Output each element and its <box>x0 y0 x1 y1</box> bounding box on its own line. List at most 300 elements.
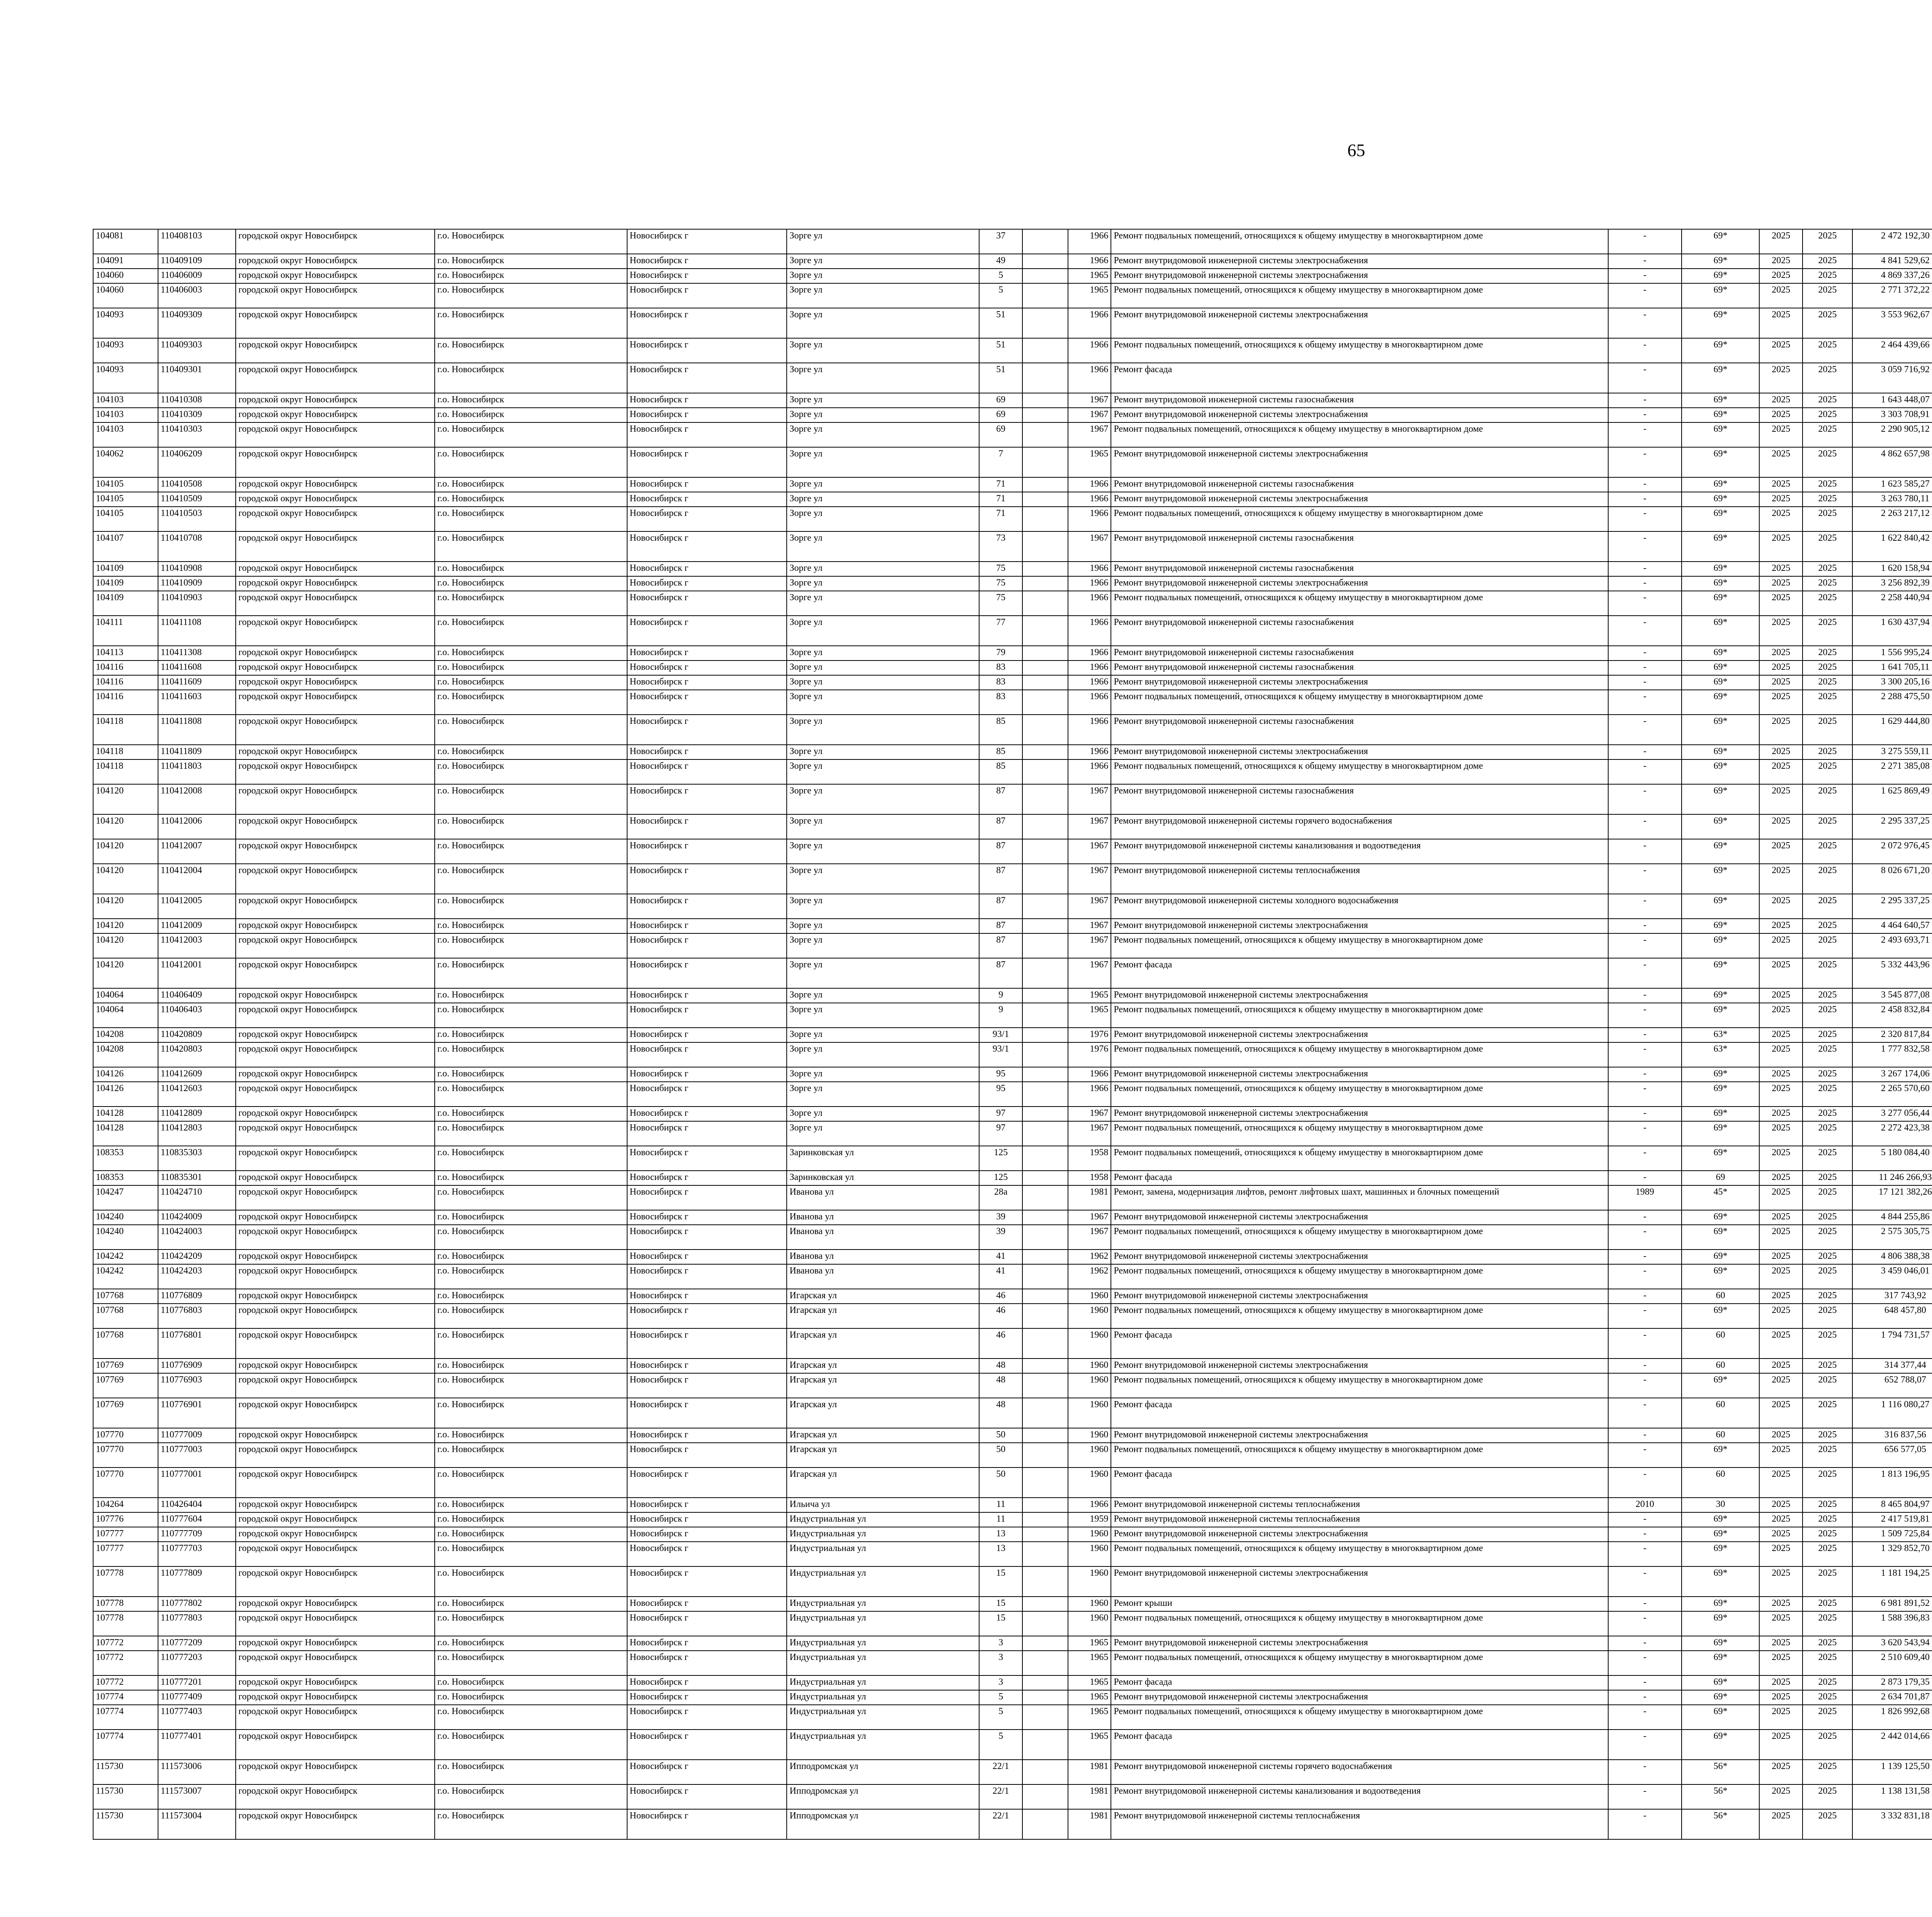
cell-plan-year-end: 2025 <box>1803 531 1852 562</box>
cell-work-code: 110412809 <box>158 1107 236 1121</box>
cell-last-repair-year: - <box>1608 1289 1682 1304</box>
cell-wear-percent: 30 <box>1682 1498 1759 1512</box>
cell-build-year: 1967 <box>1068 958 1111 988</box>
cell-city: Новосибирск г <box>627 1675 787 1690</box>
cell-build-year: 1965 <box>1068 1730 1111 1760</box>
cell-plan-year-start: 2025 <box>1759 958 1803 988</box>
cell-plan-year-end: 2025 <box>1803 784 1852 814</box>
cell-house-id: 104128 <box>93 1121 158 1146</box>
table-row <box>93 1512 1932 1527</box>
cell-municipal-district: городской округ Новосибирск <box>236 1359 435 1373</box>
cell-city: Новосибирск г <box>627 283 787 308</box>
cell-cost-total: 2 263 217,12 <box>1852 507 1932 531</box>
cell-plan-year-end: 2025 <box>1803 1225 1852 1250</box>
cell-cost-total: 6 981 891,52 <box>1852 1597 1932 1611</box>
cell-street: Зорге ул <box>787 1082 979 1107</box>
cell-city: Новосибирск г <box>627 958 787 988</box>
cell-last-repair-year: - <box>1608 1121 1682 1146</box>
cell-house-number: 93/1 <box>979 1028 1022 1042</box>
table-row <box>93 1651 1932 1675</box>
table-row <box>93 1760 1932 1784</box>
cell-work-code: 110411608 <box>158 661 236 675</box>
cell-build-year: 1960 <box>1068 1443 1111 1468</box>
cell-house-number: 48 <box>979 1359 1022 1373</box>
cell-cost-total: 3 332 831,18 <box>1852 1809 1932 1839</box>
cell-house-number: 13 <box>979 1527 1022 1542</box>
cell-house-id: 107776 <box>93 1512 158 1527</box>
cell-wear-percent: 69* <box>1682 1067 1759 1082</box>
table-row <box>93 1705 1932 1730</box>
cell-house-number: 125 <box>979 1171 1022 1185</box>
cell-plan-year-end: 2025 <box>1803 1264 1852 1289</box>
table-row <box>93 1359 1932 1373</box>
cell-street: Индустриальная ул <box>787 1611 979 1636</box>
cell-work-type: Ремонт подвальных помещений, относящихся к общему имуществу в многоквартирном доме <box>1111 1705 1608 1730</box>
cell-house-number: 83 <box>979 661 1022 675</box>
cell-build-year: 1966 <box>1068 338 1111 363</box>
cell-house-number: 50 <box>979 1428 1022 1443</box>
cell-municipal-district: городской округ Новосибирск <box>236 408 435 422</box>
cell-blank <box>1022 1690 1068 1705</box>
cell-street: Зорге ул <box>787 1042 979 1067</box>
cell-city: Новосибирск г <box>627 1527 787 1542</box>
cell-wear-percent: 69* <box>1682 1225 1759 1250</box>
cell-wear-percent: 60 <box>1682 1398 1759 1428</box>
cell-wear-percent: 69* <box>1682 1304 1759 1328</box>
cell-work-code: 110835303 <box>158 1146 236 1171</box>
cell-blank <box>1022 933 1068 958</box>
cell-street: Зорге ул <box>787 562 979 576</box>
cell-build-year: 1965 <box>1068 1003 1111 1028</box>
cell-build-year: 1966 <box>1068 1498 1111 1512</box>
cell-house-id: 104264 <box>93 1498 158 1512</box>
table-row <box>93 864 1932 894</box>
cell-house-id: 104116 <box>93 690 158 715</box>
cell-plan-year-start: 2025 <box>1759 690 1803 715</box>
cell-urban-district: г.о. Новосибирск <box>435 1028 627 1042</box>
cell-house-id: 104109 <box>93 562 158 576</box>
cell-cost-total: 314 377,44 <box>1852 1359 1932 1373</box>
cell-house-number: 87 <box>979 958 1022 988</box>
cell-cost-total: 1 813 196,95 <box>1852 1468 1932 1498</box>
cell-build-year: 1966 <box>1068 675 1111 690</box>
cell-urban-district: г.о. Новосибирск <box>435 1498 627 1512</box>
cell-city: Новосибирск г <box>627 1210 787 1225</box>
cell-work-type: Ремонт подвальных помещений, относящихся к общему имуществу в многоквартирном доме <box>1111 507 1608 531</box>
cell-house-number: 69 <box>979 393 1022 408</box>
cell-plan-year-start: 2025 <box>1759 576 1803 591</box>
cell-municipal-district: городской округ Новосибирск <box>236 1304 435 1328</box>
cell-house-number: 87 <box>979 933 1022 958</box>
cell-wear-percent: 69* <box>1682 1527 1759 1542</box>
cell-work-code: 110777201 <box>158 1675 236 1690</box>
cell-plan-year-start: 2025 <box>1759 1675 1803 1690</box>
cell-plan-year-start: 2025 <box>1759 839 1803 864</box>
table-row <box>93 675 1932 690</box>
cell-house-number: 85 <box>979 715 1022 745</box>
cell-house-id: 104116 <box>93 661 158 675</box>
cell-work-code: 110777001 <box>158 1468 236 1498</box>
cell-cost-total: 1 623 585,27 <box>1852 477 1932 492</box>
cell-plan-year-start: 2025 <box>1759 1512 1803 1527</box>
cell-cost-total: 1 641 705,11 <box>1852 661 1932 675</box>
cell-city: Новосибирск г <box>627 814 787 839</box>
table-row <box>93 269 1932 283</box>
page-number: 65 <box>1347 140 1365 160</box>
cell-urban-district: г.о. Новосибирск <box>435 591 627 616</box>
cell-city: Новосибирск г <box>627 1067 787 1082</box>
cell-wear-percent: 69* <box>1682 422 1759 447</box>
cell-plan-year-end: 2025 <box>1803 1428 1852 1443</box>
cell-municipal-district: городской округ Новосибирск <box>236 1289 435 1304</box>
cell-blank <box>1022 675 1068 690</box>
cell-last-repair-year: - <box>1608 933 1682 958</box>
cell-work-code: 110412007 <box>158 839 236 864</box>
cell-blank <box>1022 1705 1068 1730</box>
cell-cost-total: 3 275 559,11 <box>1852 745 1932 759</box>
cell-blank <box>1022 1304 1068 1328</box>
cell-work-type: Ремонт подвальных помещений, относящихся к общему имуществу в многоквартирном доме <box>1111 1146 1608 1171</box>
cell-work-type: Ремонт внутридомовой инженерной системы электроснабжения <box>1111 408 1608 422</box>
cell-house-number: 87 <box>979 864 1022 894</box>
cell-street: Зорге ул <box>787 1003 979 1028</box>
cell-wear-percent: 69* <box>1682 1597 1759 1611</box>
cell-house-id: 104103 <box>93 393 158 408</box>
cell-blank <box>1022 1443 1068 1468</box>
cell-city: Новосибирск г <box>627 1542 787 1566</box>
cell-house-number: 97 <box>979 1121 1022 1146</box>
cell-street: Индустриальная ул <box>787 1651 979 1675</box>
cell-urban-district: г.о. Новосибирск <box>435 1809 627 1839</box>
cell-urban-district: г.о. Новосибирск <box>435 919 627 933</box>
cell-street: Зорге ул <box>787 1107 979 1121</box>
cell-house-number: 46 <box>979 1304 1022 1328</box>
cell-house-id: 104126 <box>93 1067 158 1082</box>
cell-plan-year-start: 2025 <box>1759 363 1803 393</box>
cell-plan-year-end: 2025 <box>1803 919 1852 933</box>
cell-street: Индустриальная ул <box>787 1636 979 1651</box>
cell-urban-district: г.о. Новосибирск <box>435 1250 627 1264</box>
cell-blank <box>1022 1146 1068 1171</box>
cell-work-type: Ремонт подвальных помещений, относящихся к общему имуществу в многоквартирном доме <box>1111 338 1608 363</box>
cell-last-repair-year: - <box>1608 1171 1682 1185</box>
cell-plan-year-start: 2025 <box>1759 919 1803 933</box>
cell-street: Зорге ул <box>787 675 979 690</box>
cell-house-id: 104105 <box>93 477 158 492</box>
cell-plan-year-start: 2025 <box>1759 933 1803 958</box>
cell-house-number: 22/1 <box>979 1760 1022 1784</box>
cell-house-id: 104060 <box>93 283 158 308</box>
cell-work-type: Ремонт подвальных помещений, относящихся к общему имуществу в многоквартирном доме <box>1111 422 1608 447</box>
cell-work-code: 110777809 <box>158 1566 236 1597</box>
cell-work-code: 110412008 <box>158 784 236 814</box>
cell-build-year: 1960 <box>1068 1304 1111 1328</box>
cell-wear-percent: 69* <box>1682 988 1759 1003</box>
cell-work-type: Ремонт подвальных помещений, относящихся к общему имуществу в многоквартирном доме <box>1111 591 1608 616</box>
cell-house-number: 7 <box>979 447 1022 477</box>
cell-last-repair-year: - <box>1608 1730 1682 1760</box>
cell-build-year: 1960 <box>1068 1468 1111 1498</box>
cell-city: Новосибирск г <box>627 422 787 447</box>
cell-municipal-district: городской округ Новосибирск <box>236 1121 435 1146</box>
cell-street: Индустриальная ул <box>787 1690 979 1705</box>
cell-plan-year-start: 2025 <box>1759 1373 1803 1398</box>
cell-work-code: 110776809 <box>158 1289 236 1304</box>
cell-municipal-district: городской округ Новосибирск <box>236 1611 435 1636</box>
cell-cost-total: 2 771 372,22 <box>1852 283 1932 308</box>
cell-municipal-district: городской округ Новосибирск <box>236 447 435 477</box>
cell-work-type: Ремонт фасада <box>1111 363 1608 393</box>
cell-urban-district: г.о. Новосибирск <box>435 1636 627 1651</box>
cell-urban-district: г.о. Новосибирск <box>435 1730 627 1760</box>
cell-work-code: 110411108 <box>158 616 236 646</box>
cell-house-id: 104128 <box>93 1107 158 1121</box>
cell-house-id: 107774 <box>93 1730 158 1760</box>
table-row <box>93 1210 1932 1225</box>
cell-urban-district: г.о. Новосибирск <box>435 745 627 759</box>
cell-cost-total: 1 181 194,25 <box>1852 1566 1932 1597</box>
cell-plan-year-start: 2025 <box>1759 1527 1803 1542</box>
cell-blank <box>1022 507 1068 531</box>
cell-build-year: 1966 <box>1068 715 1111 745</box>
cell-work-type: Ремонт крыши <box>1111 1597 1608 1611</box>
cell-plan-year-end: 2025 <box>1803 1651 1852 1675</box>
cell-last-repair-year: - <box>1608 1675 1682 1690</box>
cell-cost-total: 2 873 179,35 <box>1852 1675 1932 1690</box>
cell-wear-percent: 69* <box>1682 1690 1759 1705</box>
cell-municipal-district: городской округ Новосибирск <box>236 1107 435 1121</box>
cell-plan-year-end: 2025 <box>1803 308 1852 338</box>
cell-wear-percent: 69* <box>1682 919 1759 933</box>
cell-city: Новосибирск г <box>627 1171 787 1185</box>
table-row <box>93 1566 1932 1597</box>
cell-urban-district: г.о. Новосибирск <box>435 1443 627 1468</box>
cell-wear-percent: 69* <box>1682 759 1759 784</box>
cell-work-code: 110409109 <box>158 254 236 269</box>
cell-house-number: 79 <box>979 646 1022 661</box>
cell-cost-total: 17 121 382,26 <box>1852 1185 1932 1210</box>
cell-plan-year-end: 2025 <box>1803 1042 1852 1067</box>
cell-city: Новосибирск г <box>627 1082 787 1107</box>
cell-cost-total: 1 643 448,07 <box>1852 393 1932 408</box>
table-row <box>93 1067 1932 1082</box>
cell-house-id: 104107 <box>93 531 158 562</box>
cell-cost-total: 2 272 423,38 <box>1852 1121 1932 1146</box>
cell-plan-year-start: 2025 <box>1759 1428 1803 1443</box>
cell-city: Новосибирск г <box>627 1146 787 1171</box>
cell-plan-year-end: 2025 <box>1803 1146 1852 1171</box>
cell-plan-year-start: 2025 <box>1759 1225 1803 1250</box>
cell-street: Зорге ул <box>787 988 979 1003</box>
cell-blank <box>1022 1373 1068 1398</box>
cell-last-repair-year: 1989 <box>1608 1185 1682 1210</box>
cell-urban-district: г.о. Новосибирск <box>435 408 627 422</box>
cell-work-type: Ремонт внутридомовой инженерной системы электроснабжения <box>1111 576 1608 591</box>
cell-cost-total: 3 553 962,67 <box>1852 308 1932 338</box>
cell-plan-year-end: 2025 <box>1803 1498 1852 1512</box>
cell-plan-year-start: 2025 <box>1759 715 1803 745</box>
cell-plan-year-start: 2025 <box>1759 1250 1803 1264</box>
table-row <box>93 1107 1932 1121</box>
cell-municipal-district: городской округ Новосибирск <box>236 477 435 492</box>
cell-build-year: 1966 <box>1068 477 1111 492</box>
cell-last-repair-year: - <box>1608 1428 1682 1443</box>
cell-municipal-district: городской округ Новосибирск <box>236 338 435 363</box>
cell-work-code: 110777802 <box>158 1597 236 1611</box>
cell-plan-year-start: 2025 <box>1759 492 1803 507</box>
cell-house-number: 125 <box>979 1146 1022 1171</box>
cell-blank <box>1022 477 1068 492</box>
cell-house-id: 104111 <box>93 616 158 646</box>
cell-plan-year-start: 2025 <box>1759 1690 1803 1705</box>
cell-build-year: 1967 <box>1068 1107 1111 1121</box>
cell-work-type: Ремонт внутридомовой инженерной системы газоснабжения <box>1111 393 1608 408</box>
cell-work-code: 110412005 <box>158 894 236 919</box>
cell-work-code: 110406003 <box>158 283 236 308</box>
cell-work-code: 110410509 <box>158 492 236 507</box>
cell-plan-year-end: 2025 <box>1803 1527 1852 1542</box>
cell-work-type: Ремонт внутридомовой инженерной системы электроснабжения <box>1111 254 1608 269</box>
cell-plan-year-end: 2025 <box>1803 229 1852 254</box>
cell-cost-total: 1 329 852,70 <box>1852 1542 1932 1566</box>
cell-work-type: Ремонт внутридомовой инженерной системы электроснабжения <box>1111 1636 1608 1651</box>
cell-house-id: 107772 <box>93 1651 158 1675</box>
table-row <box>93 1498 1932 1512</box>
cell-municipal-district: городской округ Новосибирск <box>236 839 435 864</box>
cell-blank <box>1022 1107 1068 1121</box>
cell-last-repair-year: - <box>1608 1512 1682 1527</box>
cell-plan-year-start: 2025 <box>1759 1042 1803 1067</box>
cell-work-code: 110410508 <box>158 477 236 492</box>
cell-build-year: 1960 <box>1068 1428 1111 1443</box>
cell-street: Зорге ул <box>787 919 979 933</box>
cell-last-repair-year: - <box>1608 864 1682 894</box>
cell-house-number: 51 <box>979 308 1022 338</box>
cell-wear-percent: 60 <box>1682 1468 1759 1498</box>
cell-street: Зорге ул <box>787 616 979 646</box>
cell-urban-district: г.о. Новосибирск <box>435 814 627 839</box>
cell-work-code: 110410303 <box>158 422 236 447</box>
cell-build-year: 1967 <box>1068 1121 1111 1146</box>
table-row <box>93 576 1932 591</box>
cell-last-repair-year: - <box>1608 1809 1682 1839</box>
cell-street: Зорге ул <box>787 933 979 958</box>
cell-plan-year-start: 2025 <box>1759 1210 1803 1225</box>
cell-city: Новосибирск г <box>627 492 787 507</box>
table-row <box>93 661 1932 675</box>
cell-work-type: Ремонт фасада <box>1111 1171 1608 1185</box>
cell-last-repair-year: - <box>1608 1527 1682 1542</box>
cell-blank <box>1022 661 1068 675</box>
cell-blank <box>1022 759 1068 784</box>
cell-work-type: Ремонт подвальных помещений, относящихся к общему имуществу в многоквартирном доме <box>1111 1042 1608 1067</box>
cell-plan-year-start: 2025 <box>1759 1611 1803 1636</box>
cell-work-code: 110408103 <box>158 229 236 254</box>
cell-street: Зорге ул <box>787 958 979 988</box>
cell-plan-year-start: 2025 <box>1759 283 1803 308</box>
cell-municipal-district: городской округ Новосибирск <box>236 1067 435 1082</box>
cell-house-number: 11 <box>979 1512 1022 1527</box>
cell-house-number: 75 <box>979 576 1022 591</box>
cell-last-repair-year: - <box>1608 576 1682 591</box>
cell-plan-year-end: 2025 <box>1803 393 1852 408</box>
cell-urban-district: г.о. Новосибирск <box>435 447 627 477</box>
cell-house-id: 104093 <box>93 308 158 338</box>
cell-house-number: 5 <box>979 283 1022 308</box>
cell-work-code: 110776803 <box>158 1304 236 1328</box>
cell-cost-total: 3 059 716,92 <box>1852 363 1932 393</box>
cell-blank <box>1022 1328 1068 1359</box>
cell-build-year: 1967 <box>1068 784 1111 814</box>
cell-street: Игарская ул <box>787 1289 979 1304</box>
cell-plan-year-start: 2025 <box>1759 1067 1803 1082</box>
cell-work-type: Ремонт внутридомовой инженерной системы газоснабжения <box>1111 784 1608 814</box>
cell-plan-year-end: 2025 <box>1803 1705 1852 1730</box>
cell-build-year: 1967 <box>1068 408 1111 422</box>
cell-house-number: 75 <box>979 562 1022 576</box>
cell-last-repair-year: - <box>1608 675 1682 690</box>
cell-blank <box>1022 894 1068 919</box>
cell-last-repair-year: - <box>1608 1542 1682 1566</box>
table-row <box>93 690 1932 715</box>
cell-plan-year-start: 2025 <box>1759 894 1803 919</box>
cell-city: Новосибирск г <box>627 1809 787 1839</box>
capital-repair-register-table <box>93 229 1932 1840</box>
cell-wear-percent: 69* <box>1682 661 1759 675</box>
cell-house-number: 87 <box>979 839 1022 864</box>
cell-city: Новосибирск г <box>627 1250 787 1264</box>
cell-street: Иванова ул <box>787 1250 979 1264</box>
cell-last-repair-year: - <box>1608 422 1682 447</box>
cell-blank <box>1022 393 1068 408</box>
cell-work-type: Ремонт фасада <box>1111 1398 1608 1428</box>
cell-urban-district: г.о. Новосибирск <box>435 646 627 661</box>
cell-work-type: Ремонт внутридомовой инженерной системы электроснабжения <box>1111 1566 1608 1597</box>
cell-last-repair-year: - <box>1608 1597 1682 1611</box>
cell-wear-percent: 56* <box>1682 1760 1759 1784</box>
cell-wear-percent: 56* <box>1682 1809 1759 1839</box>
cell-house-id: 115730 <box>93 1784 158 1809</box>
cell-street: Игарская ул <box>787 1468 979 1498</box>
cell-last-repair-year: - <box>1608 1611 1682 1636</box>
cell-house-number: 15 <box>979 1611 1022 1636</box>
cell-work-type: Ремонт подвальных помещений, относящихся к общему имуществу в многоквартирном доме <box>1111 1304 1608 1328</box>
cell-house-id: 107770 <box>93 1468 158 1498</box>
cell-plan-year-end: 2025 <box>1803 1171 1852 1185</box>
cell-last-repair-year: - <box>1608 1264 1682 1289</box>
table-row <box>93 1250 1932 1264</box>
cell-work-type: Ремонт внутридомовой инженерной системы теплоснабжения <box>1111 1498 1608 1512</box>
cell-municipal-district: городской округ Новосибирск <box>236 269 435 283</box>
cell-plan-year-start: 2025 <box>1759 1705 1803 1730</box>
cell-cost-total: 3 545 877,08 <box>1852 988 1932 1003</box>
cell-urban-district: г.о. Новосибирск <box>435 1398 627 1428</box>
cell-house-id: 104060 <box>93 269 158 283</box>
cell-plan-year-start: 2025 <box>1759 562 1803 576</box>
cell-blank <box>1022 1082 1068 1107</box>
cell-street: Зорге ул <box>787 269 979 283</box>
cell-last-repair-year: - <box>1608 1067 1682 1082</box>
cell-house-id: 104120 <box>93 784 158 814</box>
cell-blank <box>1022 492 1068 507</box>
table-row <box>93 254 1932 269</box>
cell-plan-year-end: 2025 <box>1803 894 1852 919</box>
cell-urban-district: г.о. Новосибирск <box>435 1121 627 1146</box>
cell-last-repair-year: - <box>1608 1784 1682 1809</box>
cell-city: Новосибирск г <box>627 408 787 422</box>
cell-urban-district: г.о. Новосибирск <box>435 422 627 447</box>
cell-cost-total: 648 457,80 <box>1852 1304 1932 1328</box>
